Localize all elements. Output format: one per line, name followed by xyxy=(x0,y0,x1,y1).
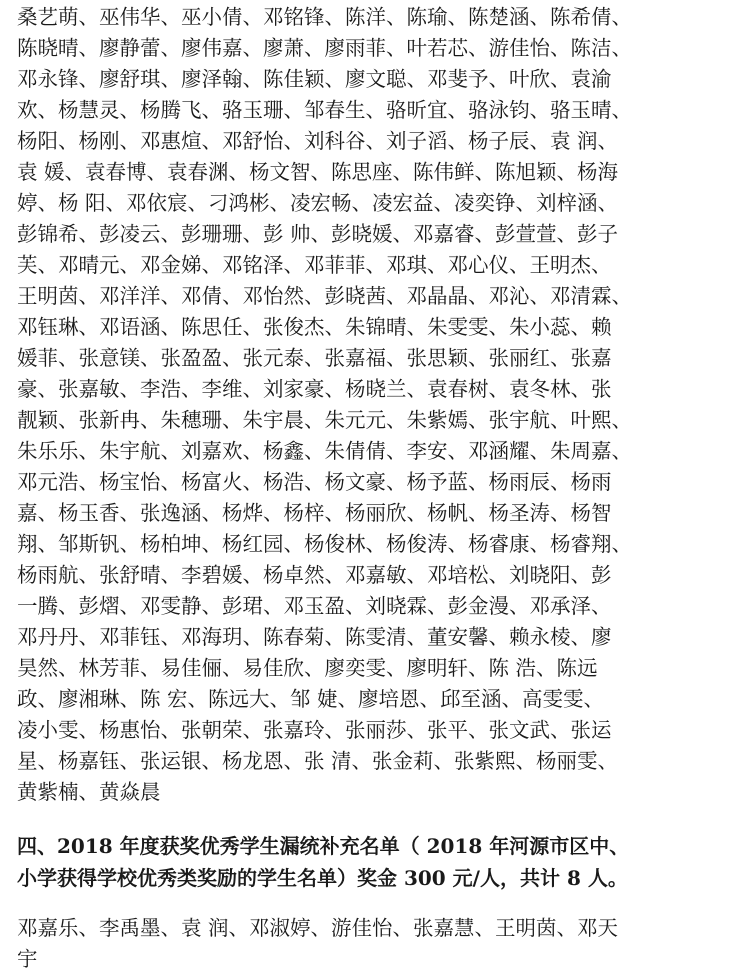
name-list-line-21: 邓丹丹、邓菲钰、邓海玥、陈春菊、陈雯清、董安馨、赖永棱、廖 xyxy=(17,625,612,649)
name-list-line-6: 袁 媛、袁春博、袁春渊、杨文智、陈思座、陈伟鲜、陈旭颖、杨海 xyxy=(17,160,619,184)
name-list-line-11: 邓钰琳、邓语涵、陈思任、张俊杰、朱锦晴、朱雯雯、朱小蕊、赖 xyxy=(17,315,612,339)
name-list-line-2: 陈晓晴、廖静蕾、廖伟嘉、廖萧、廖雨菲、叶若芯、游佳怡、陈洁、 xyxy=(17,36,632,60)
name-list-line-23: 政、廖湘琳、陈 宏、陈远大、邹 婕、廖培恩、邱至涵、高雯雯、 xyxy=(17,687,605,711)
name-list-line-16: 邓元浩、杨宝怡、杨富火、杨浩、杨文豪、杨予蓝、杨雨辰、杨雨 xyxy=(17,470,612,494)
name-list-line-13: 豪、张嘉敏、李浩、李维、刘家豪、杨晓兰、袁春树、袁冬林、张 xyxy=(17,377,612,401)
name-list-line-19: 杨雨航、张舒晴、李碧媛、杨卓然、邓嘉敏、邓培松、刘晓阳、彭 xyxy=(17,563,612,587)
name-list-line-25: 星、杨嘉钰、张运银、杨龙恩、张 清、张金莉、张紫熙、杨丽雯、 xyxy=(17,749,619,773)
name-list-line-15: 朱乐乐、朱宇航、刘嘉欢、杨鑫、朱倩倩、李安、邓涵耀、朱周嘉、 xyxy=(17,439,632,463)
section-four-names-line-1: 邓嘉乐、李禹墨、袁 润、邓淑婷、游佳怡、张嘉慧、王明茵、邓天 xyxy=(17,916,619,940)
name-list-line-22: 昊然、林芳菲、易佳俪、易佳欣、廖奕雯、廖明轩、陈 浩、陈远 xyxy=(17,656,598,680)
name-list-line-17: 嘉、杨玉香、张逸涵、杨烨、杨梓、杨丽欣、杨帆、杨圣涛、杨智 xyxy=(17,501,612,525)
name-list-line-18: 翔、邹斯钒、杨柏坤、杨红园、杨俊林、杨俊涛、杨睿康、杨睿翔、 xyxy=(17,532,632,556)
name-list-line-20: 一腾、彭熠、邓雯静、彭珺、邓玉盈、刘晓霖、彭金漫、邓承泽、 xyxy=(17,594,612,618)
name-list-line-14: 靓颖、张新冉、朱穗珊、朱宇晨、朱元元、朱紫嫣、张宇航、叶熙、 xyxy=(17,408,632,432)
name-list-line-10: 王明茵、邓洋洋、邓倩、邓怡然、彭晓茜、邓晶晶、邓沁、邓清霖、 xyxy=(17,284,632,308)
name-list-line-3: 邓永锋、廖舒琪、廖泽翰、陈佳颖、廖文聪、邓斐予、叶欣、袁渝 xyxy=(17,67,612,91)
section-four-heading-line-2: 小学获得学校优秀类奖励的学生名单）奖金 300 元/人，共计 8 人。 xyxy=(17,866,628,890)
name-list-line-7: 婷、杨 阳、邓依宸、刁鸿彬、凌宏畅、凌宏益、凌奕铮、刘梓涵、 xyxy=(17,191,619,215)
name-list-line-1: 桑艺萌、巫伟华、巫小倩、邓铭锋、陈洋、陈瑜、陈楚涵、陈希倩、 xyxy=(17,5,632,29)
name-list-line-26: 黄紫楠、黄焱晨 xyxy=(17,780,161,804)
section-four-heading-line-1: 四、2018 年度获奖优秀学生漏统补充名单（ 2018 年河源市区中、 xyxy=(17,834,630,858)
name-list-line-24: 凌小雯、杨惠怡、张朝荣、张嘉玲、张丽莎、张平、张文武、张运 xyxy=(17,718,612,742)
name-list-line-8: 彭锦希、彭凌云、彭珊珊、彭 帅、彭晓媛、邓嘉睿、彭萱萱、彭子 xyxy=(17,222,619,246)
name-list-line-12: 媛菲、张意镁、张盈盈、张元泰、张嘉福、张思颖、张丽红、张嘉 xyxy=(17,346,612,370)
name-list-line-5: 杨阳、杨刚、邓惠煊、邓舒怡、刘科谷、刘子滔、杨子辰、袁 润、 xyxy=(17,129,619,153)
name-list-line-9: 芙、邓晴元、邓金娣、邓铭泽、邓菲菲、邓琪、邓心仪、王明杰、 xyxy=(17,253,612,277)
name-list-line-4: 欢、杨慧灵、杨腾飞、骆玉珊、邹春生、骆昕宜、骆泳钧、骆玉晴、 xyxy=(17,98,632,122)
section-four-names-line-2: 宇 xyxy=(17,947,38,971)
